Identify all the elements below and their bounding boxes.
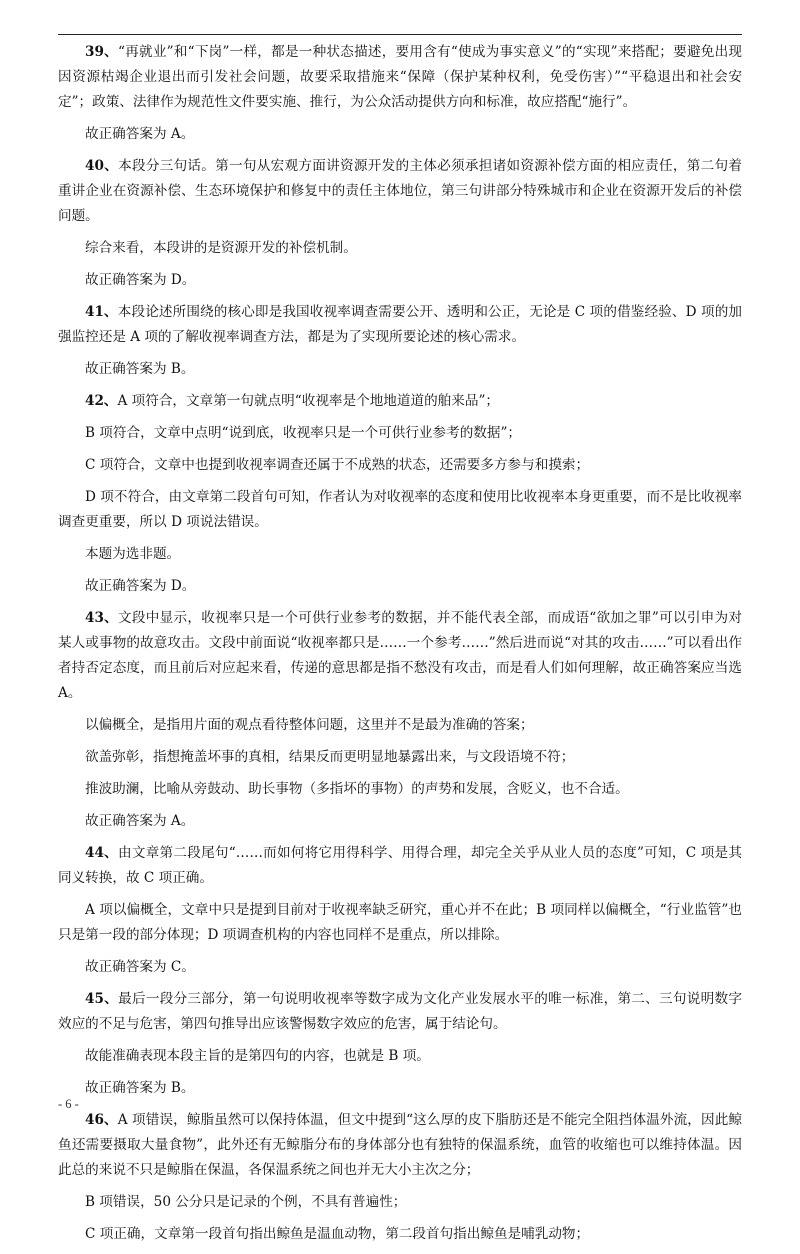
paragraph-text: 综合来看，本段讲的是资源开发的补偿机制。 bbox=[85, 240, 357, 256]
explanation-line bbox=[58, 1044, 742, 1069]
explanation-line bbox=[58, 745, 742, 770]
explanation-line bbox=[58, 809, 742, 834]
question-number: 39、 bbox=[85, 44, 118, 60]
paragraph-text: 故正确答案为 D。 bbox=[85, 272, 196, 288]
paragraph-text: B 项错误，50 公分只是记录的个例，不具有普遍性； bbox=[85, 1194, 407, 1210]
paragraph-text: 本段论述所围绕的核心即是我国收视率调查需要公开、透明和公正，无论是 C 项的借鉴经验、D 项的加强监控还是 A 项的了解收视率调查方法，都是为了实现所要论述的核心需求。 bbox=[58, 304, 743, 345]
paragraph-text: 由文章第二段尾句“……而如何将它用得科学、用得合理，却完全关乎从业人员的态度”可知，C 项是其同义转换，故 C 项正确。 bbox=[58, 845, 742, 886]
explanation-line bbox=[58, 268, 742, 293]
explanation-line bbox=[58, 777, 742, 802]
paragraph-text: 推波助澜，比喻从旁鼓动、助长事物（多指坏的事物）的声势和发展，含贬义，也不合适。 bbox=[85, 781, 629, 797]
question-explanation bbox=[58, 987, 742, 1037]
explanation-line bbox=[58, 713, 742, 738]
paragraph-text: 故正确答案为 C。 bbox=[85, 959, 195, 975]
explanation-line bbox=[58, 236, 742, 261]
explanation-line bbox=[58, 574, 742, 599]
paragraph-text: C 项正确，文章第一段首句指出鲸鱼是温血动物，第二段首句指出鲸鱼是哺乳动物； bbox=[85, 1226, 590, 1242]
paragraph-text: D 项不符合，由文章第二段首句可知，作者认为对收视率的态度和使用比收视率本身更重要，而不是比收视率调查更重要，所以 D 项说法错误。 bbox=[58, 489, 742, 530]
paragraph-text: 文段中显示，收视率只是一个可供行业参考的数据，并不能代表全部，而成语“欲加之罪”可以引申为对某人或事物的故意攻击。文段中前面说“收视率都只是……一个参考……”然后进而说“对其的攻击……”可以看出作者持否定态度，而且前后对应起来看，传递的意思都是指不愁没有攻击，而是看人们如何理解，故正确答案应当选 A。 bbox=[58, 610, 742, 701]
question-number: 42、 bbox=[85, 393, 118, 409]
explanation-line bbox=[58, 1190, 742, 1215]
question-number: 44、 bbox=[85, 845, 119, 861]
question-number: 46、 bbox=[85, 1112, 118, 1128]
paragraph-text: 故正确答案为 D。 bbox=[85, 578, 196, 594]
paragraph-text: 本段分三句话。第一句从宏观方面讲资源开发的主体必须承担诸如资源补偿方面的相应责任，第二句着重讲企业在资源补偿、生态环境保护和修复中的责任主体地位，第三句讲部分特殊城市和企业在资源开发后的补偿问题。 bbox=[58, 158, 743, 224]
paragraph-text: 故正确答案为 A。 bbox=[85, 813, 195, 829]
question-explanation bbox=[58, 606, 742, 706]
question-explanation bbox=[58, 40, 742, 115]
question-number: 43、 bbox=[85, 610, 119, 626]
question-explanation bbox=[58, 389, 742, 414]
question-number: 45、 bbox=[85, 991, 119, 1007]
paragraph-text: C 项符合，文章中也提到收视率调查还属于不成熟的状态，还需要多方参与和摸索； bbox=[85, 457, 590, 473]
question-number: 41、 bbox=[85, 304, 118, 320]
header-rule bbox=[58, 34, 742, 35]
explanation-line bbox=[58, 122, 742, 147]
explanation-line bbox=[58, 1076, 742, 1101]
question-explanation bbox=[58, 300, 742, 350]
explanation-line bbox=[58, 421, 742, 446]
explanation-line bbox=[58, 1222, 742, 1247]
paragraph-text: 故正确答案为 B。 bbox=[85, 361, 195, 377]
paragraph-text: 欲盖弥彰，指想掩盖坏事的真相，结果反而更明显地暴露出来，与文段语境不符； bbox=[85, 749, 575, 765]
question-explanation bbox=[58, 841, 742, 891]
paragraph-text: 最后一段分三部分，第一句说明收视率等数字成为文化产业发展水平的唯一标准，第二、三句说明数字效应的不足与危害，第四句推导出应该警惕数字效应的危害，属于结论句。 bbox=[58, 991, 743, 1032]
paragraph-text: A 项错误，鲸脂虽然可以保持体温，但文中提到“这么厚的皮下脂肪还是不能完全阻挡体温外流，因此鲸鱼还需要摄取大量食物”，此外还有无鲸脂分布的身体部分也有独特的保温系统，血管的收缩也可以维持体温。因此总的来说不只是鲸脂在保温，各保温系统之间也并无大小主次之分； bbox=[58, 1112, 743, 1178]
explanation-line bbox=[58, 453, 742, 478]
explanation-line bbox=[58, 955, 742, 980]
explanation-line bbox=[58, 485, 742, 535]
paragraph-text: 故正确答案为 A。 bbox=[85, 126, 195, 142]
explanation-line bbox=[58, 898, 742, 948]
answer-explanations bbox=[58, 40, 742, 1254]
paragraph-text: B 项符合，文章中点明“说到底，收视率只是一个可供行业参考的数据”； bbox=[85, 425, 522, 441]
paragraph-text: 故能准确表现本段主旨的是第四句的内容，也就是 B 项。 bbox=[85, 1048, 430, 1064]
paragraph-text: 以偏概全，是指用片面的观点看待整体问题，这里并不是最为准确的答案； bbox=[85, 717, 534, 733]
page-number: - 6 - bbox=[58, 1097, 79, 1111]
explanation-line bbox=[58, 357, 742, 382]
question-explanation bbox=[58, 1108, 742, 1183]
explanation-line bbox=[58, 542, 742, 567]
question-number: 40、 bbox=[85, 158, 119, 174]
paragraph-text: “再就业”和“下岗”一样，都是一种状态描述，要用含有“使成为事实意义”的“实现”来搭配；要避免出现因资源枯竭企业退出而引发社会问题，故要采取措施来“保障（保护某种权利，免受伤害）”“平稳退出和社会安定”；政策、法律作为规范性文件要实施、推行，为公众活动提供方向和标准，故应搭配“施行”。 bbox=[58, 44, 743, 110]
paragraph-text: 本题为选非题。 bbox=[85, 546, 181, 562]
paragraph-text: A 项以偏概全，文章中只是提到目前对于收视率缺乏研究，重心并不在此；B 项同样以偏概全，“行业监管”也只是第一段的部分体现；D 项调查机构的内容也同样不是重点，所以排除。 bbox=[58, 902, 742, 943]
paragraph-text: A 项符合，文章第一句就点明“收视率是个地地道道的舶来品”； bbox=[117, 393, 499, 409]
paragraph-text: 故正确答案为 B。 bbox=[85, 1080, 195, 1096]
question-explanation bbox=[58, 154, 742, 229]
